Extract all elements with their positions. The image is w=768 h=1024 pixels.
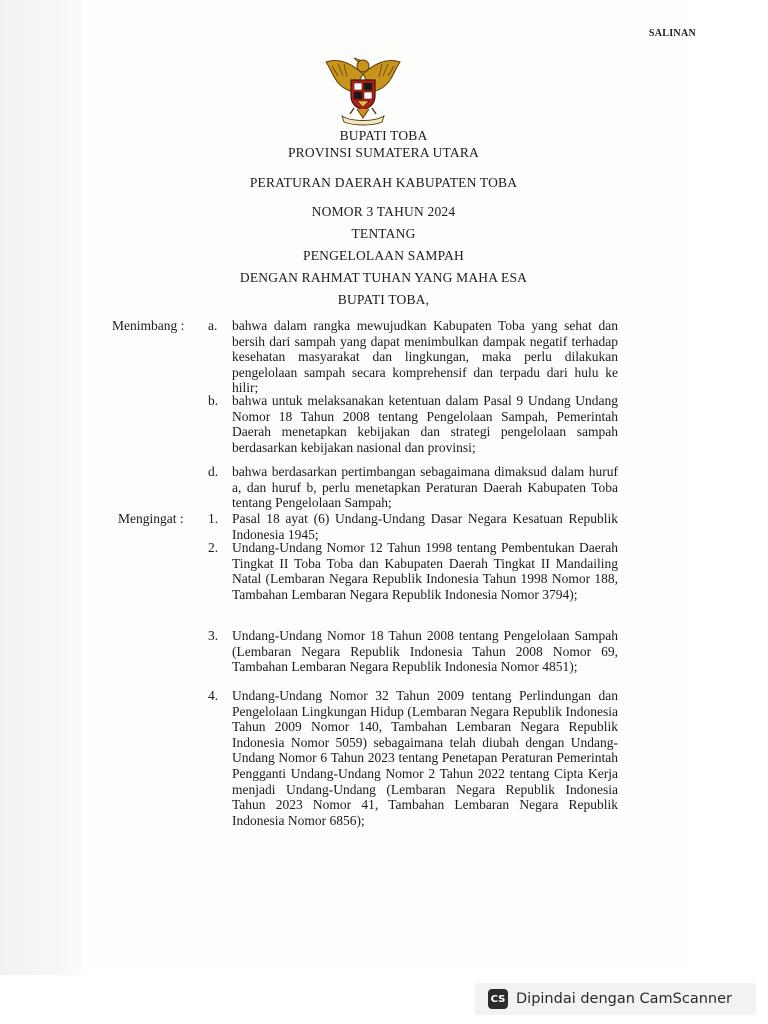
mengingat-item-2: Undang-Undang Nomor 12 Tahun 1998 tentang Pembentukan Daerah Tingkat II Toba Toba dan Kabupaten Daerah Tingkat II Mandailing Natal (Lembaran Negara Republik Indonesia Tahun 1998 Nomor 188, Tambahan Lembaran Negara Republik Indonesia Nomor 3794); xyxy=(232,540,618,602)
mengingat-item-4: Undang-Undang Nomor 32 Tahun 2009 tentang Perlindungan dan Pengelolaan Lingkungan Hidup (Lembaran Negara Republik Indonesia Tahun 2009 Nomor 140, Tambahan Lembaran Negara Republik Indonesia Nomor 5059) sebagaimana telah diubah dengan Undang-Undang Nomor 6 Tahun 2023 tentang Penetapan Peraturan Pemerintah Pengganti Undang-Undang Nomor 2 Tahun 2022 tentang Cipta Kerja menjadi Undang-Undang (Lembaran Negara Republik Indonesia Tahun 2023 Nomor 41, Tambahan Lembaran Negara Republik Indonesia Nomor 6856); xyxy=(232,688,618,828)
mengingat-marker-4: 4. xyxy=(208,688,219,703)
menimbang-item-b: bahwa untuk melaksanakan ketentuan dalam Pasal 9 Undang Undang Nomor 18 Tahun 2008 tentang Pengelolaan Sampah, Pemerintah Daerah menetapkan kebijakan dan strategi pengelolaan sampah berdasarkan kebijakan nasional dan provinsi; xyxy=(232,393,618,455)
header-rahmat: DENGAN RAHMAT TUHAN YANG MAHA ESA xyxy=(239,270,528,285)
mengingat-marker-2: 2. xyxy=(208,540,219,555)
header-bupati-toba: BUPATI TOBA, xyxy=(337,292,430,307)
menimbang-item-d: bahwa berdasarkan pertimbangan sebagaimana dimaksud dalam huruf a, dan huruf b, perlu menetapkan Peraturan Daerah Kabupaten Toba tentang Pengelolaan Sampah; xyxy=(232,464,618,511)
header-judul: PENGELOLAAN SAMPAH xyxy=(303,248,464,263)
scan-edge-left xyxy=(0,0,82,975)
salinan-stamp: SALINAN xyxy=(648,28,696,39)
camscanner-logo-icon: CS xyxy=(488,989,508,1009)
header-nomor: NOMOR 3 TAHUN 2024 xyxy=(311,204,456,219)
menimbang-marker-a: a. xyxy=(208,318,218,333)
menimbang-marker-d: d. xyxy=(208,464,219,479)
menimbang-marker-b: b. xyxy=(208,393,219,408)
garuda-pancasila-emblem-icon xyxy=(320,52,406,126)
mengingat-item-3: Undang-Undang Nomor 18 Tahun 2008 tentang Pengelolaan Sampah (Lembaran Negara Republik Indonesia Tahun 2008 Nomor 69, Tambahan Lembaran Negara Republik Indonesia Nomor 4851); xyxy=(232,628,618,675)
menimbang-item-a: bahwa dalam rangka mewujudkan Kabupaten Toba yang sehat dan bersih dari sampah yang dapat menimbulkan dampak negatif terhadap kesehatan masyarakat dan lingkungan, maka perlu dilakukan pengelolaan sampah secara komprehensif dan terpadu dari hulu ke hilir; xyxy=(232,318,618,396)
mengingat-marker-3: 3. xyxy=(208,628,219,643)
menimbang-label: Menimbang : xyxy=(112,318,185,333)
mengingat-marker-1: 1. xyxy=(208,511,219,526)
header-tentang: TENTANG xyxy=(351,226,416,241)
header-provinsi: PROVINSI SUMATERA UTARA xyxy=(287,145,480,160)
mengingat-label: Mengingat : xyxy=(118,511,184,526)
camscanner-text: Dipindai dengan CamScanner xyxy=(516,991,733,1007)
header-bupati: BUPATI TOBA xyxy=(339,128,428,143)
header-peraturan: PERATURAN DAERAH KABUPATEN TOBA xyxy=(249,175,518,190)
camscanner-watermark xyxy=(475,983,756,1015)
mengingat-item-1: Pasal 18 ayat (6) Undang-Undang Dasar Negara Kesatuan Republik Indonesia 1945; xyxy=(232,511,618,542)
